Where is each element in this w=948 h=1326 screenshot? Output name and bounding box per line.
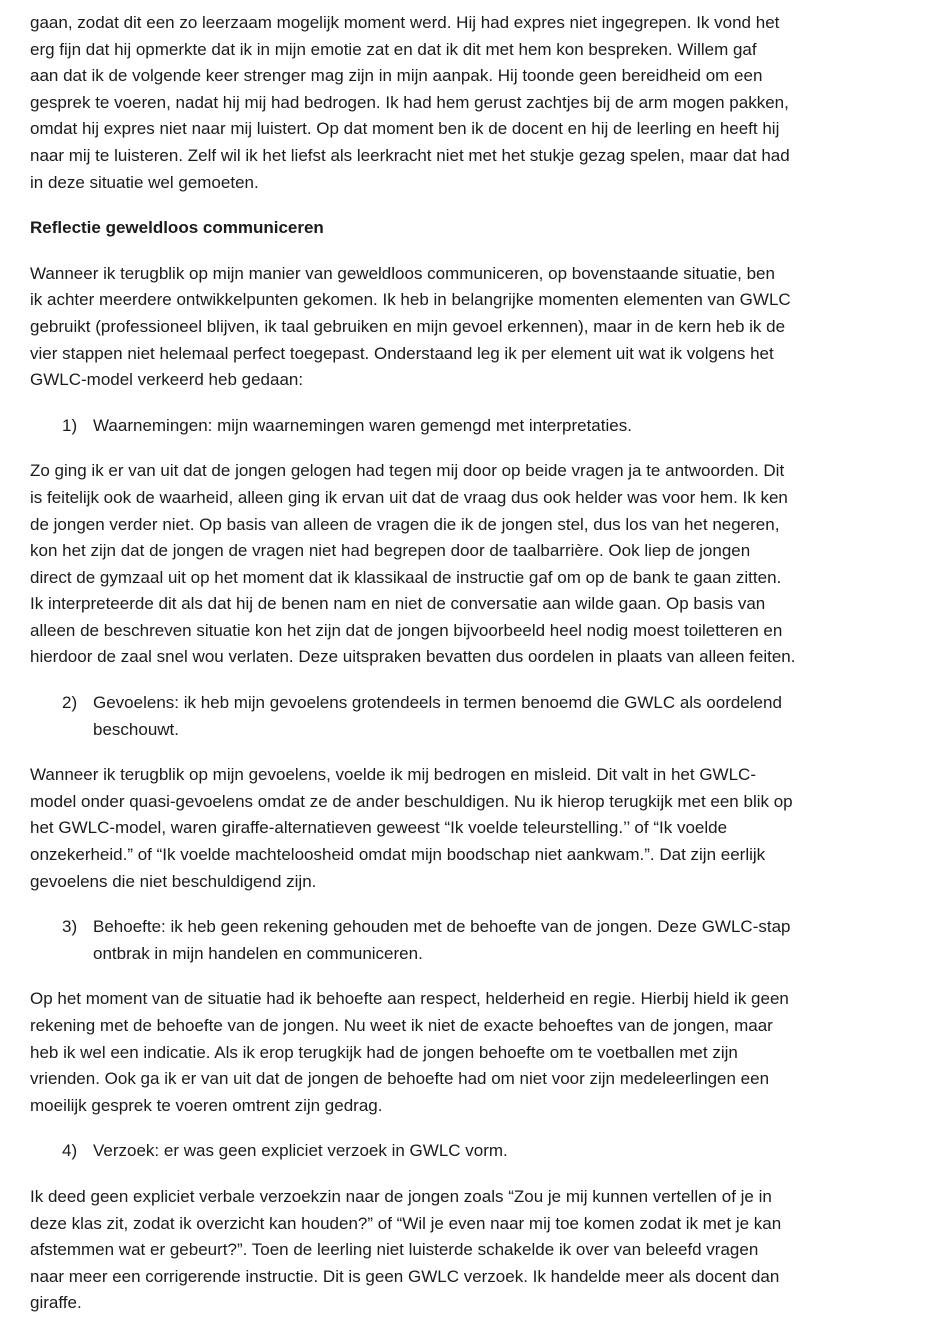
text-line: vrienden. Ook ga ik er van uit dat de jongen de behoefte had om niet voor zijn medeleerlingen een [30, 1069, 770, 1089]
numbered-list-item [30, 914, 924, 967]
text-line: ontbrak in mijn handelen en communiceren. [93, 943, 423, 963]
text-line: Ik interpreteerde dit als dat hij de benen nam en niet de conversatie aan wilde gaan. Op basis van [30, 594, 766, 614]
section-heading: Reflectie geweldloos communiceren [30, 218, 324, 238]
text-line: GWLC-model verkeerd heb gedaan: [30, 370, 304, 390]
text-line: hierdoor de zaal snel wou verlaten. Deze uitspraken bevatten dus oordelen in plaats van alleen feiten. [30, 647, 796, 667]
text-line: Behoefte: ik heb geen rekening gehouden met de behoefte van de jongen. Deze GWLC-stap [93, 917, 791, 937]
text-line: giraffe. [30, 1293, 82, 1313]
body-paragraph [30, 1184, 924, 1317]
body-paragraph [30, 10, 924, 196]
text-line: Ik deed geen expliciet verbale verzoekzin naar de jongen zoals “Zou je mij kunnen vertellen of je in [30, 1186, 772, 1206]
text-line: het GWLC-model, waren giraffe-alternatieven geweest “Ik voelde teleurstelling.’’ of “Ik voelde [30, 818, 728, 838]
text-line: aan dat ik de volgende keer strenger mag zijn in mijn aanpak. Hij toonde geen bereidheid om een [30, 66, 763, 86]
text-line: Zo ging ik er van uit dat de jongen gelogen had tegen mij door op beide vragen ja te antwoorden. Dit [30, 461, 785, 481]
body-paragraph [30, 762, 924, 895]
text-line: moeilijk gesprek te voeren omtrent zijn gedrag. [30, 1095, 383, 1115]
body-paragraph [30, 458, 924, 671]
list-item-number: 4) [62, 1141, 78, 1161]
text-line: alleen de beschreven situatie kon het zijn dat de jongen bijvoorbeeld heel nodig moest toiletteren en [30, 620, 783, 640]
text-line: gaan, zodat dit een zo leerzaam mogelijk moment werd. Hij had expres niet ingegrepen. Ik vond het [30, 13, 780, 32]
text-line: onzekerheid.” of “Ik voelde machteloosheid omdat mijn boodschap niet aankwam.”. Dat zijn eerlijk [30, 845, 766, 865]
text-line: naar mij te luisteren. Zelf wil ik het liefst als leerkracht niet met het stukje gezag spelen, maar dat had [30, 145, 790, 165]
text-line: in deze situatie wel gemoeten. [30, 172, 259, 192]
text-line: Op het moment van de situatie had ik behoefte aan respect, helderheid en regie. Hierbij hield ik geen [30, 989, 789, 1009]
text-line: afstemmen wat er gebeurt?”. Toen de leerling niet luisterde schakelde ik over van beleefd vragen [30, 1240, 759, 1260]
text-line: naar meer een corrigerende instructie. Dit is geen GWLC verzoek. Ik handelde meer als docent dan [30, 1266, 780, 1286]
text-line: vier stappen niet helemaal perfect toegepast. Onderstaand leg ik per element uit wat ik volgens het [30, 343, 774, 363]
text-line: de jongen verder niet. Op basis van alleen de vragen die ik de jongen stel, dus los van het negeren, [30, 514, 780, 534]
text-line: Wanneer ik terugblik op mijn gevoelens, voelde ik mij bedrogen en misleid. Dit valt in het GWLC- [30, 765, 756, 785]
numbered-list-item [30, 413, 924, 440]
text-line: deze klas zit, zodat ik overzicht kan houden?” of “Wil je even naar mij toe komen zodat ik met je kan [30, 1213, 782, 1233]
text-line: ik achter meerdere ontwikkelpunten gekomen. Ik heb in belangrijke momenten elementen van GWLC [30, 290, 791, 310]
text-line: is feitelijk ook de waarheid, alleen ging ik ervan uit dat de vraag dus ook helder was voor hem. Ik ken [30, 487, 788, 507]
list-item-number: 2) [62, 693, 78, 713]
text-line: Waarnemingen: mijn waarnemingen waren gemengd met interpretaties. [93, 415, 632, 435]
text-line: gesprek te voeren, nadat hij mij had bedrogen. Ik had hem gerust zachtjes bij de arm mogen pakken, [30, 92, 789, 112]
text-line: rekening met de behoefte van de jongen. Nu weet ik niet de exacte behoeftes van de jongen, maar [30, 1016, 773, 1035]
text-line: Gevoelens: ik heb mijn gevoelens grotendeels in termen benoemd die GWLC als oordelend [93, 693, 782, 713]
numbered-list-item [30, 690, 924, 743]
text-line: direct de gymzaal uit op het moment dat ik klassikaal de instructie gaf om op de bank te gaan zitten. [30, 567, 782, 587]
text-line: gebruikt (professioneel blijven, ik taal gebruiken en mijn gevoel erkennen), maar in de kern heb ik de [30, 316, 786, 336]
body-paragraph [30, 261, 924, 394]
text-line: gevoelens die niet beschuldigend zijn. [30, 871, 317, 891]
text-line: Verzoek: er was geen expliciet verzoek in GWLC vorm. [93, 1141, 508, 1161]
text-line: heb ik wel een indicatie. Als ik erop terugkijk had de jongen behoefte om te voetballen met zijn [30, 1042, 738, 1062]
body-paragraph [30, 986, 924, 1119]
text-line: model onder quasi-gevoelens omdat ze de ander beschuldigen. Nu ik hierop terugkijk met een blik op [30, 791, 793, 811]
text-line: beschouwt. [93, 719, 179, 739]
list-item-number: 3) [62, 917, 78, 937]
text-line: kon het zijn dat de jongen de vragen niet had begrepen door de taalbarrière. Ook liep de jongen [30, 541, 751, 561]
numbered-list-item [30, 1138, 924, 1165]
document-body [30, 10, 924, 1317]
text-line: Wanneer ik terugblik op mijn manier van geweldloos communiceren, op bovenstaande situatie, ben [30, 263, 775, 283]
text-line: erg fijn dat hij opmerkte dat ik in mijn emotie zat en dat ik dit met hem kon bespreken. Willem gaf [30, 39, 757, 59]
text-line: omdat hij expres niet naar mij luistert. Op dat moment ben ik de docent en hij de leerling en heeft hij [30, 119, 780, 139]
list-item-number: 1) [62, 415, 78, 435]
